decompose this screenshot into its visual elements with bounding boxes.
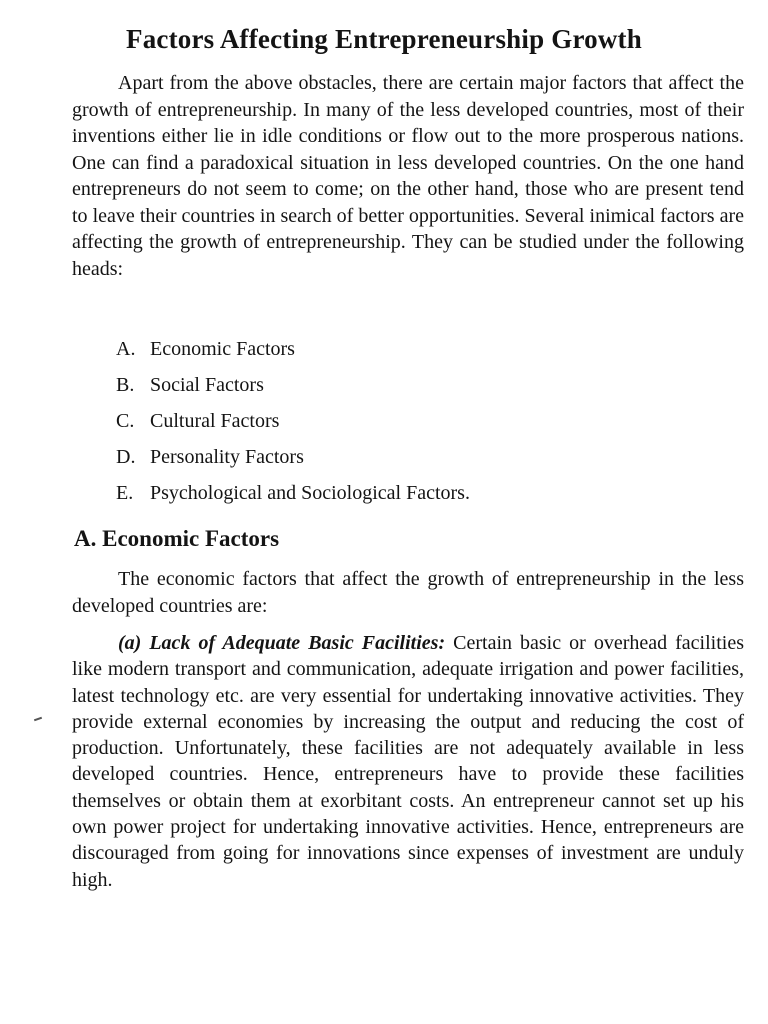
- list-item-label: Cultural Factors: [150, 410, 280, 432]
- subsection-heading: (a) Lack of Adequate Basic Facilities:: [118, 632, 446, 654]
- margin-mark: [34, 717, 42, 722]
- list-item-label: Personality Factors: [150, 446, 304, 468]
- intro-paragraph: Apart from the above obstacles, there are certain major factors that affect the growth of entrepreneurship. In many of the less developed countries, most of their inventions either lie in idle conditions or flow out to the more prosperous nations. One can find a paradoxical situation in less developed countries. On the one hand entrepreneurs do not seem to come; on the other hand, those who are present tend to leave their countries in search of better opportunities. Several inimical factors are affecting the growth of entrepreneurship. They can be studied under the following heads:: [72, 72, 744, 280]
- list-item: [116, 336, 470, 372]
- list-item-label: Social Factors: [150, 374, 264, 396]
- list-item-letter: A.: [116, 338, 136, 360]
- factor-list: [116, 336, 470, 516]
- section-heading-economic-factors: A. Economic Factors: [74, 526, 280, 551]
- list-item-label: Economic Factors: [150, 338, 295, 360]
- list-item-letter: B.: [116, 374, 135, 396]
- list-item: [116, 408, 470, 444]
- list-item-label: Psychological and Sociological Factors.: [150, 482, 470, 504]
- basic-facilities-paragraph: [72, 630, 744, 893]
- subsection-text: Certain basic or overhead facilities like modern transport and communication, adequate irrigation and power facilities, latest technology etc. are very essential for undertaking innovative activities. They provide external economies by increasing the output and reducing the cost of production. Unfortunately, these facilities are not adequately available in less developed countries. Hence, entrepreneurs have to provide these facilities themselves or obtain them at exorbitant costs. An entrepreneur cannot set up his own power project for undertaking innovative activities. Hence, entrepreneurs are discouraged from going for innovations since expenses of investment are unduly high.: [72, 632, 744, 891]
- economic-factors-intro: The economic factors that affect the growth of entrepreneurship in the less developed countries are:: [72, 568, 744, 617]
- list-item-letter: C.: [116, 410, 135, 432]
- list-item-letter: D.: [116, 446, 136, 468]
- page-title: Factors Affecting Entrepreneurship Growth: [126, 24, 642, 54]
- list-item: [116, 480, 470, 516]
- list-item: [116, 444, 470, 480]
- list-item-letter: E.: [116, 482, 134, 504]
- list-item: [116, 372, 470, 408]
